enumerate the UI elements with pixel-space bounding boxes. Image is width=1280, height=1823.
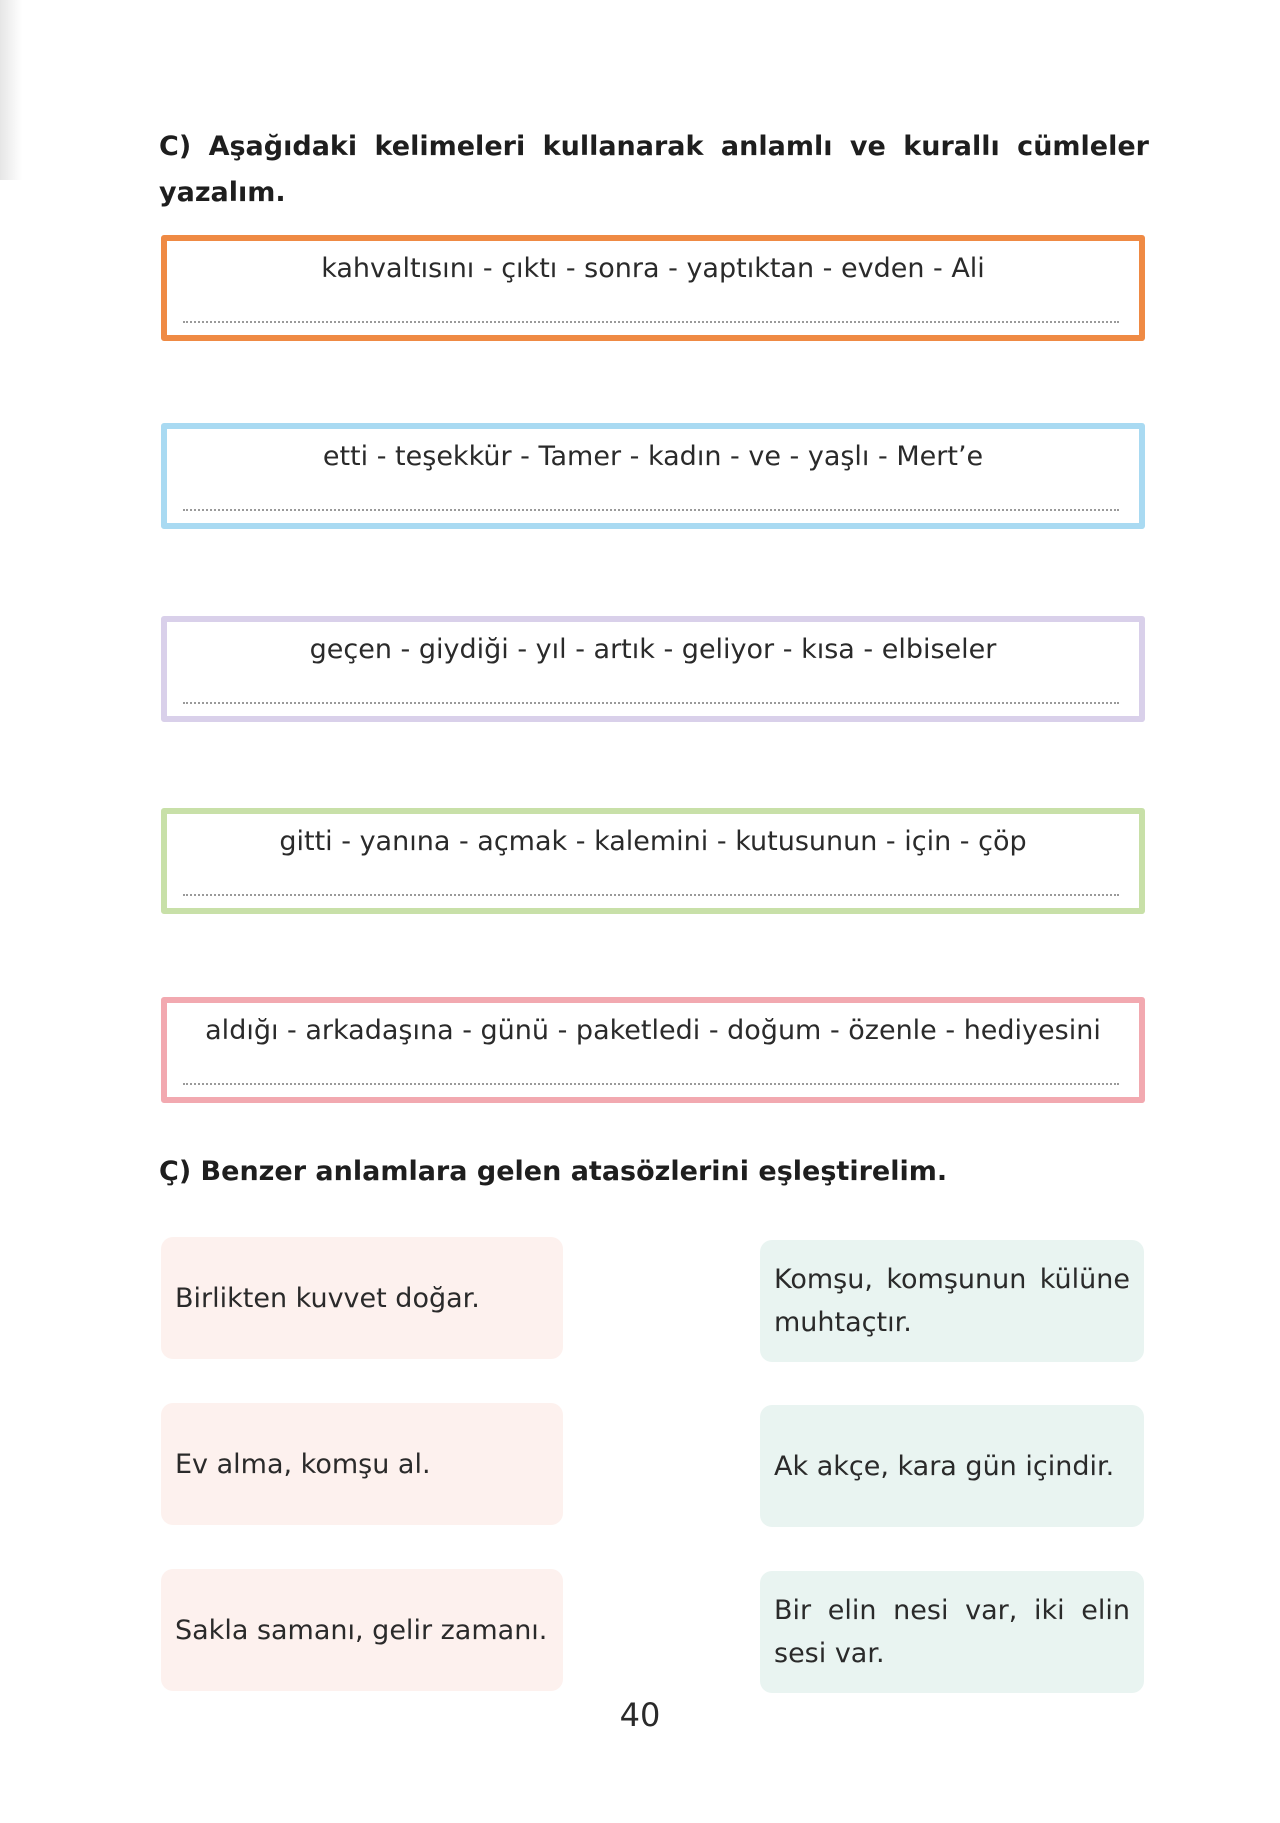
answer-line[interactable] [183, 702, 1119, 704]
word-list: kahvaltısını - çıktı - sonra - yaptıktan - evden - Ali [321, 253, 985, 284]
proverb-text: Birlikten kuvvet doğar. [175, 1282, 480, 1314]
word-list: aldığı - arkadaşına - günü - paketledi - doğum - özenle - hediyesini [205, 1015, 1101, 1046]
word-box-2 [161, 423, 1145, 529]
word-list: etti - teşekkür - Tamer - kadın - ve - yaşlı - Mert’e [322, 441, 984, 472]
proverb-card-left-2[interactable] [161, 1403, 563, 1525]
answer-line[interactable] [183, 509, 1119, 511]
proverb-text: Sakla samanı, gelir zamanı. [175, 1614, 548, 1646]
section-cc-title: Ç) Benzer anlamlara gelen atasözlerini eşleştirelim. [159, 1156, 948, 1187]
proverb-text: Ak akçe, kara gün içindir. [774, 1450, 1115, 1482]
answer-line[interactable] [183, 894, 1119, 896]
proverb-card-left-1[interactable] [161, 1237, 563, 1359]
answer-line[interactable] [183, 1083, 1119, 1085]
section-c-title: C) Aşağıdaki kelimeleri kullanarak anlamlı ve kurallı cümleler yazalım. [159, 131, 1149, 208]
proverb-text: Ev alma, komşu al. [175, 1448, 431, 1480]
word-box-4 [161, 808, 1145, 914]
word-box-1 [161, 235, 1145, 341]
proverb-text: Bir elin nesi var, iki elin sesi var. [774, 1595, 1130, 1669]
proverb-card-right-3[interactable] [760, 1571, 1144, 1693]
proverb-card-right-1[interactable] [760, 1240, 1144, 1362]
answer-line[interactable] [183, 321, 1119, 323]
proverb-card-left-3[interactable] [161, 1569, 563, 1691]
word-box-3 [161, 616, 1145, 722]
word-list: geçen - giydiği - yıl - artık - geliyor - kısa - elbiseler [309, 634, 997, 665]
proverb-card-right-2[interactable] [760, 1405, 1144, 1527]
word-box-5 [161, 997, 1145, 1103]
page-edge-shadow [0, 0, 22, 180]
proverb-text: Komşu, komşunun külüne muhtaçtır. [774, 1264, 1130, 1338]
page-number: 40 [619, 1696, 661, 1734]
word-list: gitti - yanına - açmak - kalemini - kutusunun - için - çöp [279, 826, 1027, 857]
